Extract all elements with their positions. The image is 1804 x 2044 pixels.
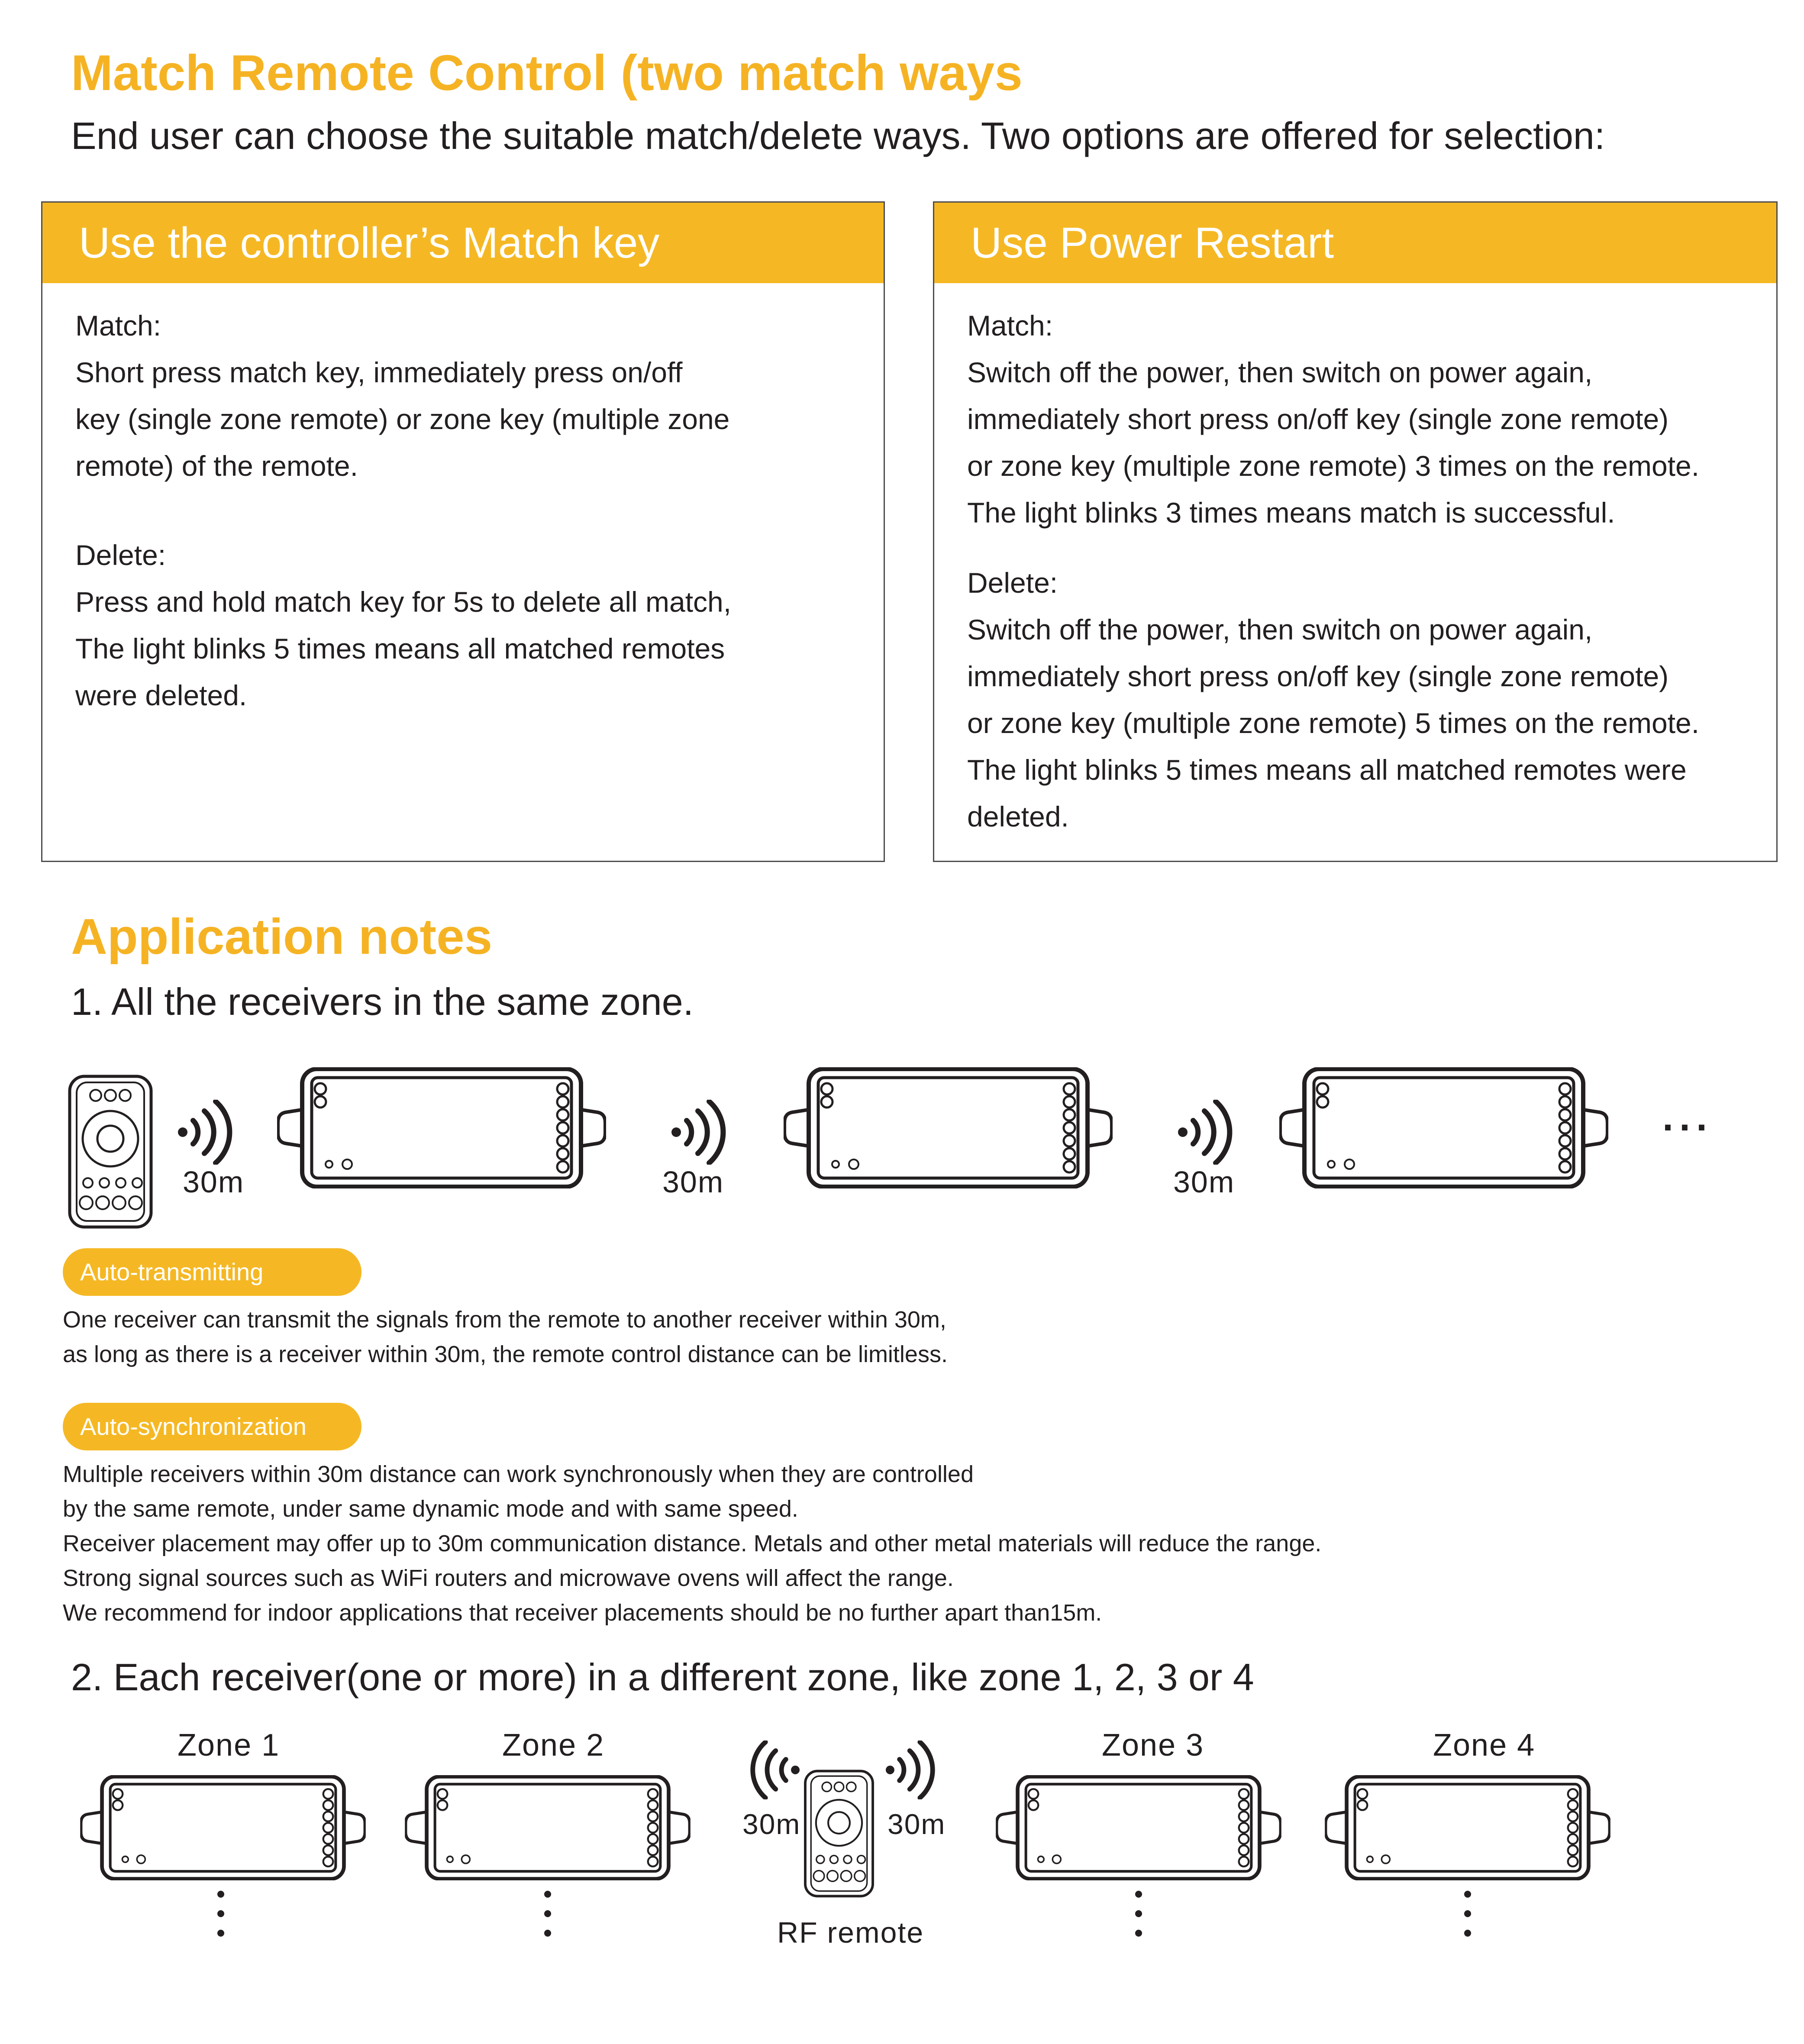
zone-label: Zone 4 xyxy=(1433,1728,1536,1763)
section-1-title: 1. All the receivers in the same zone. xyxy=(71,980,694,1023)
paragraph-line: by the same remote, under same dynamic mode and with same speed. xyxy=(63,1496,798,1522)
receiver-icon xyxy=(405,1775,691,1880)
match-line: key (single zone remote) or zone key (multiple zone xyxy=(75,403,730,435)
panel-title: Use the controller’s Match key xyxy=(42,203,884,283)
distance-label: 30m xyxy=(887,1808,946,1840)
paragraph-line: We recommend for indoor applications that receiver placements should be no further apart than15m. xyxy=(63,1600,1102,1626)
panel-power-restart xyxy=(933,201,1778,862)
delete-label: Delete: xyxy=(75,539,166,571)
auto-synchronization-text xyxy=(63,1457,1321,1630)
match-line: The light blinks 3 times means match is successful. xyxy=(967,497,1615,529)
receiver-icon xyxy=(784,1067,1113,1188)
delete-line: or zone key (multiple zone remote) 5 times on the remote. xyxy=(967,707,1700,739)
panel-title: Use Power Restart xyxy=(934,203,1776,283)
vertical-ellipsis-icon xyxy=(1134,1890,1143,1937)
rf-remote-label: RF remote xyxy=(777,1916,924,1949)
receiver-icon xyxy=(277,1067,606,1188)
paragraph-line: Strong signal sources such as WiFi routers and microwave ovens will affect the range. xyxy=(63,1565,954,1591)
vertical-ellipsis-icon xyxy=(216,1890,225,1937)
section-2-title: 2. Each receiver(one or more) in a different zone, like zone 1, 2, 3 or 4 xyxy=(71,1656,1254,1698)
auto-transmitting-badge: Auto-transmitting xyxy=(63,1248,361,1296)
match-line: Switch off the power, then switch on power again, xyxy=(967,356,1593,388)
signal-waves-icon xyxy=(885,1740,936,1799)
receiver-icon xyxy=(996,1775,1281,1880)
remote-control-icon xyxy=(67,1074,154,1230)
zone-label: Zone 2 xyxy=(502,1728,605,1763)
match-line: Short press match key, immediately press on/off xyxy=(75,356,683,388)
delete-line: deleted. xyxy=(967,801,1069,833)
match-line: remote) of the remote. xyxy=(75,450,358,482)
delete-line: Press and hold match key for 5s to delete all match, xyxy=(75,586,732,618)
auto-transmitting-text xyxy=(63,1302,948,1372)
delete-line: Switch off the power, then switch on power again, xyxy=(967,614,1593,646)
panel-match-key xyxy=(41,201,885,862)
auto-synchronization-badge: Auto-synchronization xyxy=(63,1403,361,1450)
application-notes-title: Application notes xyxy=(71,908,493,965)
distance-label: 30m xyxy=(1173,1165,1235,1199)
distance-label: 30m xyxy=(183,1165,245,1199)
zone-label: Zone 1 xyxy=(177,1728,280,1763)
match-line: or zone key (multiple zone remote) 3 times on the remote. xyxy=(967,450,1700,482)
remote-control-icon xyxy=(803,1769,875,1899)
delete-label: Delete: xyxy=(967,567,1058,599)
page-subtitle: End user can choose the suitable match/delete ways. Two options are offered for selection: xyxy=(71,114,1605,157)
vertical-ellipsis-icon xyxy=(1463,1890,1472,1937)
match-label: Match: xyxy=(75,310,161,342)
receiver-icon xyxy=(80,1775,366,1880)
delete-line: immediately short press on/off key (single zone remote) xyxy=(967,660,1669,692)
continuation-ellipsis: ... xyxy=(1662,1096,1714,1139)
paragraph-line: Multiple receivers within 30m distance can work synchronously when they are controlled xyxy=(63,1461,974,1487)
delete-line: were deleted. xyxy=(75,679,247,711)
match-line: immediately short press on/off key (single zone remote) xyxy=(967,403,1669,435)
delete-line: The light blinks 5 times means all matched remotes were xyxy=(967,754,1687,786)
vertical-ellipsis-icon xyxy=(543,1890,552,1937)
signal-waves-icon xyxy=(177,1100,234,1165)
distance-label: 30m xyxy=(662,1165,724,1199)
receiver-icon xyxy=(1279,1067,1608,1188)
match-label: Match: xyxy=(967,310,1053,342)
signal-waves-icon xyxy=(1178,1100,1234,1165)
signal-waves-icon xyxy=(749,1740,800,1799)
zone-label: Zone 3 xyxy=(1102,1728,1204,1763)
paragraph-line: One receiver can transmit the signals from the remote to another receiver within 30m, xyxy=(63,1307,946,1333)
page-title: Match Remote Control (two match ways xyxy=(71,45,1023,101)
signal-waves-icon xyxy=(671,1100,727,1165)
distance-label: 30m xyxy=(742,1808,801,1840)
paragraph-line: Receiver placement may offer up to 30m communication distance. Metals and other metal materials will reduce the range. xyxy=(63,1531,1322,1556)
paragraph-line: as long as there is a receiver within 30m, the remote control distance can be limitless. xyxy=(63,1341,948,1367)
receiver-icon xyxy=(1325,1775,1610,1880)
delete-line: The light blinks 5 times means all matched remotes xyxy=(75,633,725,665)
